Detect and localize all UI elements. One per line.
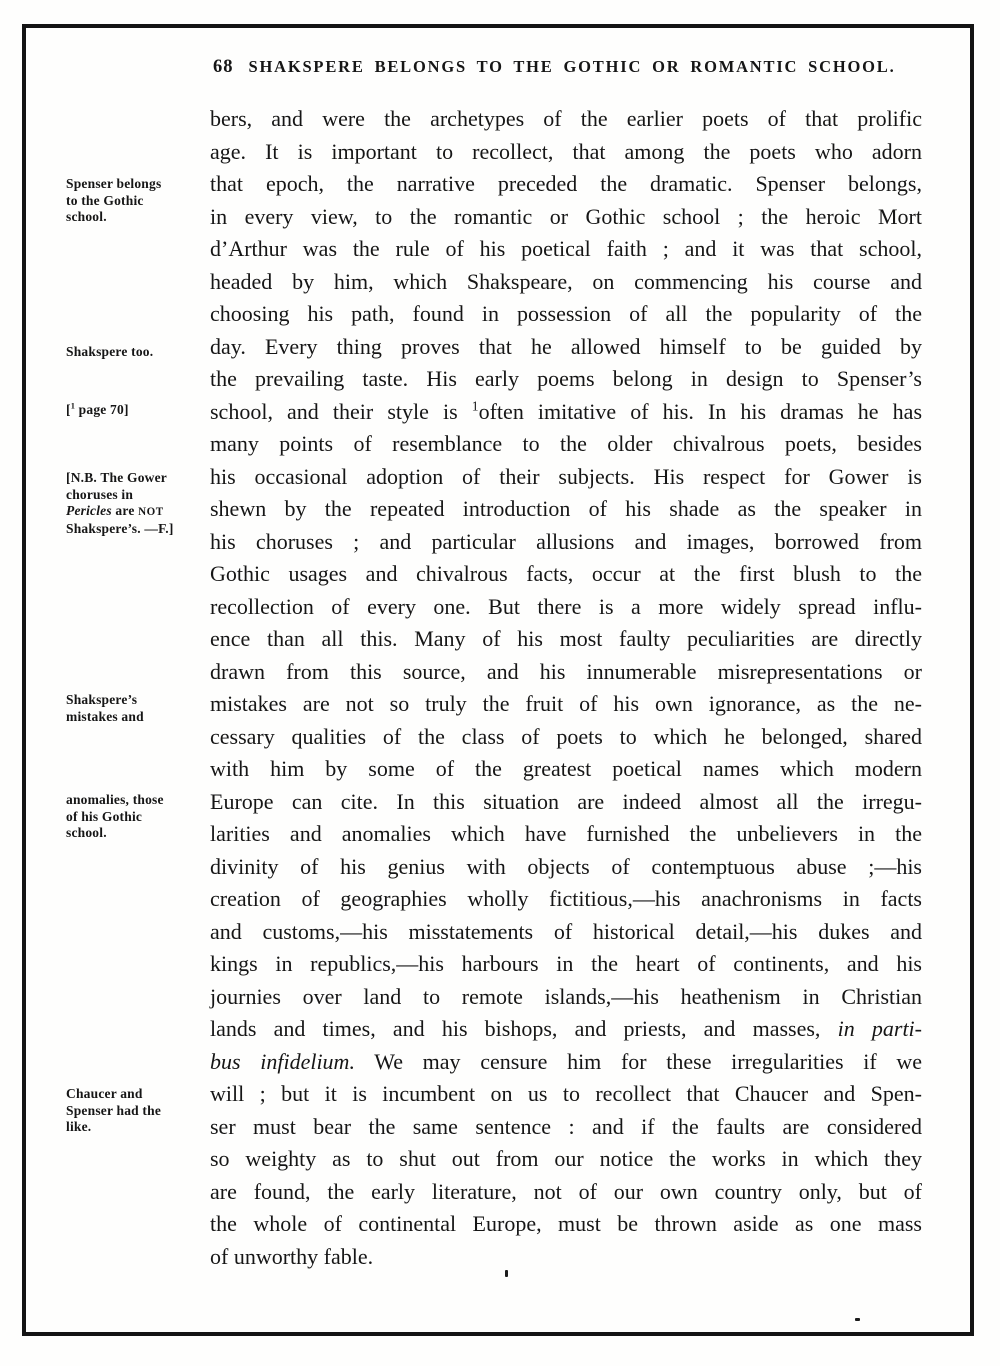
- ink-speck: [505, 1270, 508, 1277]
- body-line: [210, 948, 922, 981]
- running-head: [213, 57, 923, 78]
- body-line: [210, 1078, 922, 1111]
- text-segment: Shakspere too.: [66, 344, 154, 359]
- text-segment: age. It is important to recollect, that among the poets who adorn: [210, 138, 922, 164]
- body-line: [210, 396, 922, 429]
- text-segment: choruses in: [66, 486, 134, 502]
- margin-note-line: [66, 692, 206, 709]
- margin-note: [66, 344, 206, 361]
- margin-note-line: [66, 1119, 206, 1136]
- text-segment: of unworthy fable.: [210, 1243, 374, 1269]
- margin-note-line: [66, 402, 206, 419]
- body-line: [210, 1111, 922, 1144]
- text-segment: with him by some of the greatest poetical names which modern: [210, 756, 922, 781]
- text-segment: recollection of every one. But there is a more widely spread influ-: [210, 593, 922, 619]
- body-line: [210, 916, 922, 949]
- body-line: [210, 1143, 922, 1176]
- text-segment: anomalies, those: [66, 792, 164, 807]
- text-segment: school.: [66, 825, 107, 840]
- text-segment: his choruses ; and particular allusions and images, borrowed from: [210, 528, 922, 554]
- body-line: [210, 558, 922, 591]
- text-segment: Shakspere’s. —F.]: [66, 520, 174, 536]
- margin-note-line: [66, 825, 206, 842]
- body-line: [210, 786, 922, 819]
- text-segment: so weighty as to shut out from our notice the works in which they: [210, 1146, 922, 1171]
- text-segment-italic: in parti-: [837, 1016, 922, 1041]
- body-line: [210, 981, 922, 1014]
- text-segment: and customs,—his misstatements of historical detail,—his dukes and: [210, 918, 922, 944]
- text-segment: mistakes and: [66, 708, 144, 724]
- text-segment: page 70]: [75, 402, 129, 417]
- text-segment: his occasional adoption of their subjects. His respect for Gower is: [210, 463, 922, 489]
- text-segment-smallcaps: NOT: [138, 506, 164, 518]
- margin-note: [66, 792, 206, 842]
- text-segment: the whole of continental Europe, must be thrown aside as one mass: [210, 1211, 922, 1236]
- body-line: [210, 493, 922, 526]
- margin-note-line: [66, 1103, 206, 1120]
- text-segment: will ; but it is incumbent on us to recollect that Chaucer and Spen-: [210, 1081, 922, 1106]
- body-line: [210, 461, 922, 494]
- body-line: [210, 428, 922, 461]
- body-line: [210, 883, 922, 916]
- text-segment: are found, the early literature, not of our own country only, but of: [210, 1178, 922, 1204]
- margin-note-line: [66, 344, 206, 361]
- text-segment: day. Every thing proves that he allowed himself to be guided by: [210, 333, 922, 359]
- text-segment: lands and times, and his bishops, and priests, and masses,: [210, 1016, 838, 1041]
- text-segment: many points of resemblance to the older chivalrous poets, besides: [210, 431, 922, 456]
- text-segment: in every view, to the romantic or Gothic school ; the heroic Mort: [210, 203, 922, 229]
- body-line: [210, 656, 922, 689]
- text-segment: [N.B. The Gower: [66, 470, 167, 485]
- text-segment-sup: 1: [70, 401, 76, 411]
- body-line: [210, 1046, 922, 1079]
- text-segment: shewn by the repeated introduction of his shade as the speaker in: [210, 496, 922, 521]
- body-line: [210, 298, 922, 331]
- body-line: [210, 1208, 922, 1241]
- body-line: [210, 201, 922, 234]
- text-segment: that epoch, the narrative preceded the dramatic. Spenser belongs,: [210, 171, 922, 196]
- margin-note-line: [66, 1086, 206, 1103]
- body-line: [210, 526, 922, 559]
- body-line: [210, 1013, 922, 1046]
- text-segment: kings in republics,—his harbours in the heart of continents, and his: [210, 951, 922, 976]
- page-number: 68: [213, 57, 234, 77]
- body-line: [210, 1176, 922, 1209]
- text-segment: Spenser belongs: [66, 176, 162, 191]
- text-segment: ser must bear the same sentence : and if the faults are considered: [210, 1113, 922, 1139]
- body-line: [210, 851, 922, 884]
- body-line: [210, 103, 922, 136]
- body-line: [210, 331, 922, 364]
- text-segment: bers, and were the archetypes of the earlier poets of that prolific: [210, 106, 922, 131]
- margin-note-line: [66, 470, 206, 487]
- body-line: [210, 753, 922, 786]
- text-segment: larities and anomalies which have furnished the unbelievers in the: [210, 821, 922, 846]
- body-line: [210, 623, 922, 656]
- margin-note-line: [66, 503, 206, 521]
- margin-notes: [66, 0, 206, 1366]
- ink-speck: [855, 1318, 860, 1321]
- text-segment: school.: [66, 209, 107, 224]
- body-line: [210, 168, 922, 201]
- text-segment: Gothic usages and chivalrous facts, occur at the first blush to the: [210, 561, 922, 586]
- text-segment: [: [66, 402, 71, 417]
- margin-note: [66, 176, 206, 226]
- body-line: [210, 721, 922, 754]
- text-segment: the prevailing taste. His early poems belong in design to Spenser’s: [210, 366, 922, 391]
- text-segment: mistakes are not so truly the fruit of his own ignorance, as the ne-: [210, 691, 922, 716]
- text-segment: Chaucer and: [66, 1086, 143, 1101]
- margin-note-line: [66, 709, 206, 726]
- text-segment-italic: Pericles: [66, 503, 112, 518]
- text-segment: divinity of his genius with objects of contemptuous abuse ;—his: [210, 853, 922, 879]
- text-segment: cessary qualities of the class of poets to which he belonged, shared: [210, 723, 922, 749]
- text-segment: We may censure him for these irregularities if we: [354, 1048, 922, 1074]
- body-line: [210, 591, 922, 624]
- text-segment: choosing his path, found in possession of all the popularity of the: [210, 301, 922, 326]
- text-segment: Europe can cite. In this situation are indeed almost all the irregu-: [210, 788, 922, 814]
- text-segment: drawn from this source, and his innumerable misrepresentations or: [210, 658, 922, 684]
- text-segment: creation of geographies wholly fictitious,—his anachronisms in facts: [210, 886, 922, 911]
- margin-note-line: [66, 176, 206, 193]
- body-line: [210, 818, 922, 851]
- body-line: [210, 266, 922, 299]
- page-title: SHAKSPERE BELONGS TO THE GOTHIC OR ROMANTIC SCHOOL.: [248, 57, 896, 76]
- text-segment: ence than all this. Many of his most faulty peculiarities are directly: [210, 626, 922, 651]
- margin-note-line: [66, 809, 206, 826]
- body-line: [210, 688, 922, 721]
- margin-note: [66, 402, 206, 419]
- body-text: [210, 103, 922, 1273]
- margin-note-line: [66, 792, 206, 809]
- body-line: [210, 136, 922, 169]
- text-segment: often imitative of his. In his dramas he has: [478, 398, 923, 424]
- text-segment: Shakspere’s: [66, 692, 138, 707]
- text-segment: journies over land to remote islands,—his heathenism in Christian: [210, 983, 922, 1009]
- text-segment: headed by him, which Shakspeare, on commencing his course and: [210, 268, 922, 294]
- text-segment: of his Gothic: [66, 808, 143, 824]
- text-segment: like.: [66, 1119, 92, 1134]
- margin-note: [66, 470, 206, 537]
- body-line: [210, 363, 922, 396]
- margin-note-line: [66, 209, 206, 226]
- text-segment: are: [111, 503, 139, 518]
- margin-note: [66, 1086, 206, 1136]
- margin-note-line: [66, 487, 206, 504]
- text-segment: school, and their style is: [210, 398, 472, 424]
- text-segment-sup: 1: [471, 398, 479, 414]
- text-segment: Spenser had the: [66, 1102, 162, 1118]
- text-segment: to the Gothic: [66, 192, 144, 208]
- margin-note-line: [66, 193, 206, 210]
- text-segment-italic: bus infidelium.: [210, 1048, 355, 1074]
- margin-note: [66, 692, 206, 725]
- body-line: [210, 1241, 922, 1274]
- text-segment: d’Arthur was the rule of his poetical faith ; and it was that school,: [210, 236, 922, 261]
- margin-note-line: [66, 521, 206, 538]
- body-line: [210, 233, 922, 266]
